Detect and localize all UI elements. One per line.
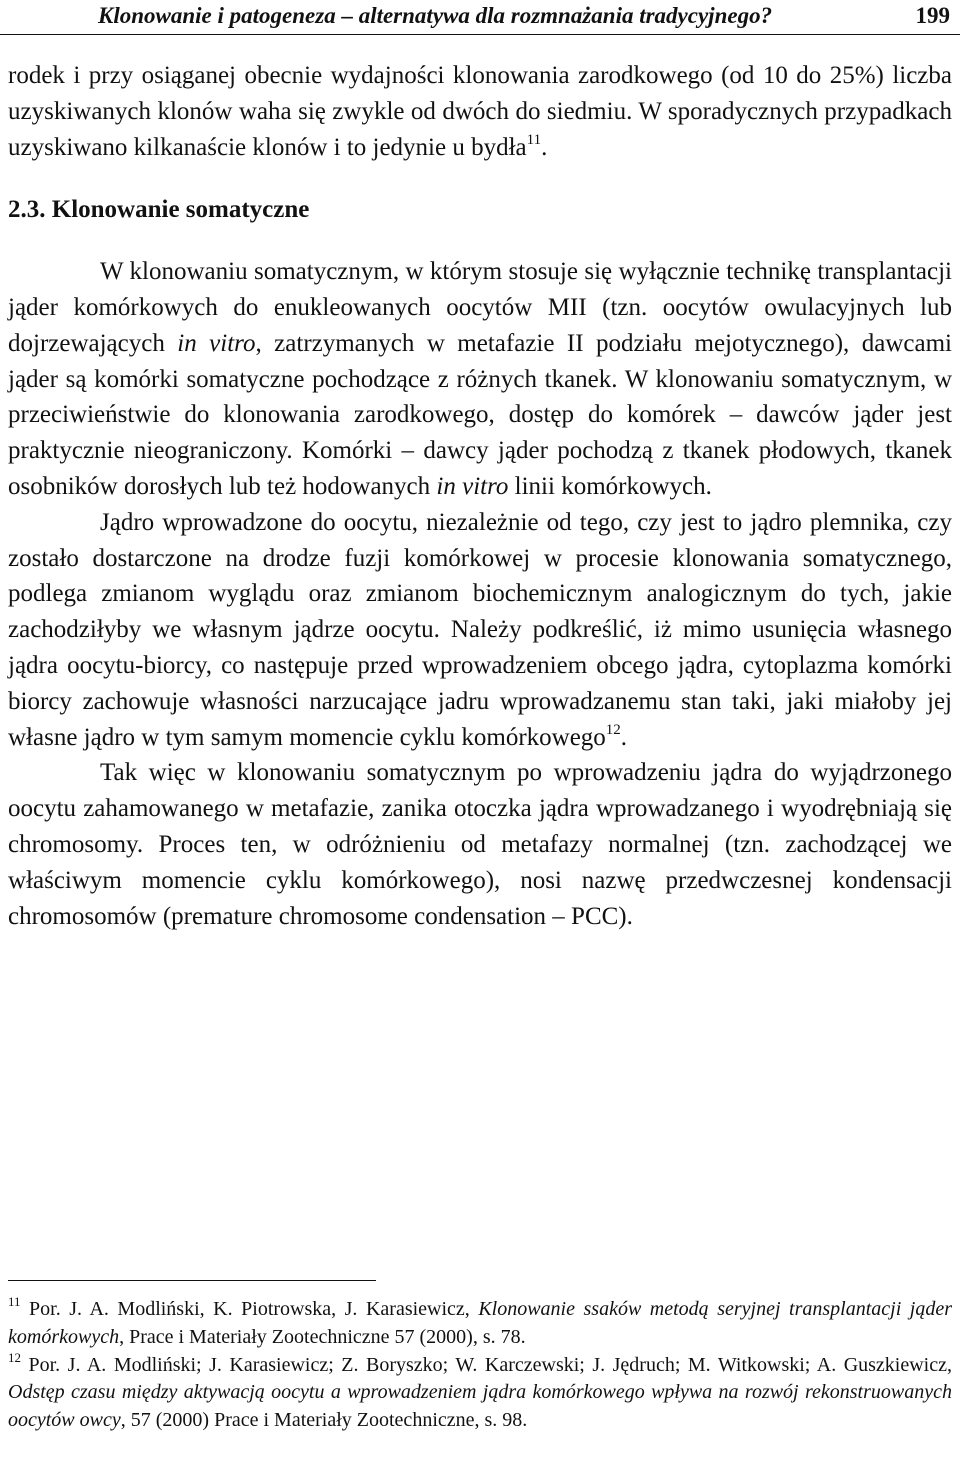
paragraph-tail: .: [620, 723, 628, 751]
running-title: Klonowanie i patogeneza – alternatywa dla rozmnażania tradycyjnego?: [98, 3, 773, 28]
paragraph: Tak więc w klonowaniu somatycznym po wprowadzeniu jądra do wyjądrzonego oocytu zahamowanego w metafazie, zanika otoczka jądra wprowadzanego i wyodrębniają się chromosomy. Proces ten, w odróżnieniu od metafazy normalnej (tzn. zachodzącej we właściwym momencie cyklu komórkowego), nosi nazwę przedwczesnej kondensacji chromosomów (premature chromosome condensation – PCC).: [8, 759, 952, 930]
paragraph-text: rodek i przy osiąganej obecnie wydajności klonowania zarodkowego (od 10 do 25%) liczba uzyskiwanych klonów waha się zwykle od dwóch do siedmiu. W sporadycznych przypadkach uzyskiwano kilkanaście klonów i to jedynie u bydła: [8, 62, 952, 161]
paragraph: [8, 505, 952, 756]
italic-term: in vitro: [177, 329, 256, 357]
body-text: [8, 58, 952, 934]
footnote-text: Por. J. A. Modliński, K. Piotrowska, J. Karasiewicz,: [20, 1298, 479, 1320]
footnotes: [8, 1296, 952, 1435]
footnote-12: [8, 1349, 952, 1435]
footnote-title: Odstęp czasu między aktywacją oocytu a wprowadzeniem jądra komórkowego wpływa na rozwój rekonstruowanych oocytów owcy: [8, 1381, 952, 1432]
page-number: 199: [915, 3, 950, 28]
footnote-number: 11: [8, 1294, 21, 1309]
footnote-11: [8, 1296, 952, 1352]
footnote-ref-12[interactable]: 12: [605, 721, 621, 738]
footnote-title: Klonowanie ssaków metodą seryjnej transplantacji jąder komórkowych: [8, 1298, 952, 1348]
footnote-text: , 57 (2000) Prace i Materiały Zootechniczne, s. 98.: [120, 1409, 528, 1432]
section-heading: 2.3. Klonowanie somatyczne: [8, 196, 310, 224]
paragraph-text: W klonowaniu somatycznym, w którym stosuje się wyłącznie technikę transplantacji jąder komórkowych do enukleowanych oocytów MII (tzn. oocytów owulacyjnych lub dojrzewających: [8, 258, 952, 357]
paragraph: [8, 254, 952, 505]
footnote-separator: [8, 1280, 376, 1281]
paragraph-text: , zatrzymanych w metafazie II podziału mejotycznego), dawcami jąder są komórki somatyczne pochodzące z różnych tkanek. W klonowaniu somatycznym, w przeciwieństwie do klonowania zarodkowego, dostęp do komórek – dawców jąder jest praktycznie nieograniczony. Komórki – dawcy jąder pochodzą z tkanek płodowych, tkanek osobników dorosłych lub też hodowanych: [8, 329, 952, 500]
paragraph-text: Jądro wprowadzone do oocytu, niezależnie od tego, czy jest to jądro plemnika, czy zostało dostarczone na drodze fuzji komórkowej w procesie klonowania somatycznego, podlega zmianom wyglądu oraz zmianom biochemicznym analogicznym do tych, jakie zachodziłyby we własnym jądrze oocytu. Należy podkreślić, iż mimo usunięcia własnego jądra oocytu-biorcy, co następuje przed wprowadzeniem obcego jądra, cytoplazma komórki biorcy zachowuje własności narzucające jadru wprowadzanemu stan taki, jaki miałoby jej własne jądro w tym samym momencie cyklu komórkowego: [8, 508, 952, 751]
footnote-number: 12: [8, 1349, 21, 1365]
footnote-ref-11[interactable]: 11: [526, 131, 542, 148]
italic-term: in vitro: [436, 472, 509, 500]
paragraph-tail: .: [541, 133, 548, 161]
footnote-text: , Prace i Materiały Zootechniczne 57 (2000), s. 78.: [119, 1325, 526, 1348]
paragraph-continued: [8, 58, 952, 165]
footnote-text: Por. J. A. Modliński; J. Karasiewicz; Z. Boryszko; W. Karczewski; J. Jędruch; M. Witkowski; A. Guszkiewicz,: [21, 1353, 952, 1376]
running-header: [0, 0, 960, 35]
paragraph-text: linii komórkowych.: [508, 472, 712, 500]
